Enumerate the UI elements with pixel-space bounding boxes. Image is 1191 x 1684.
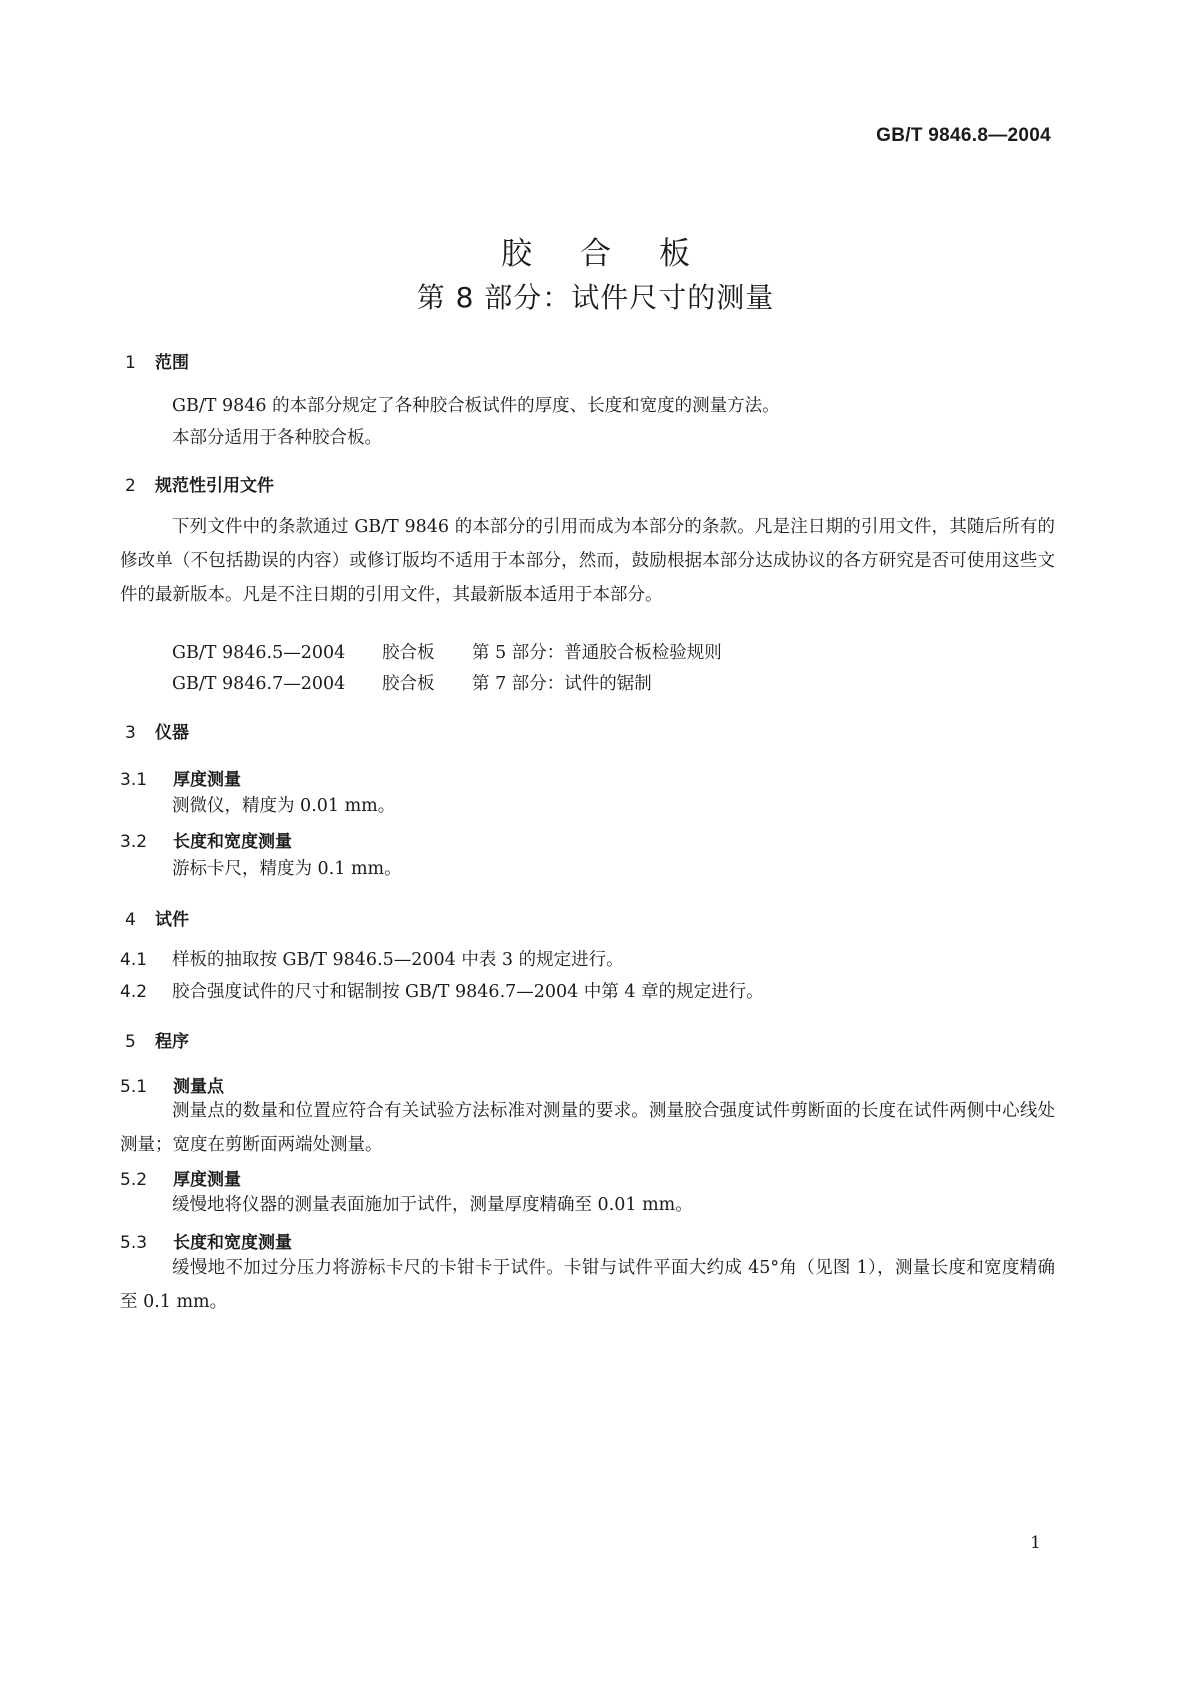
section-number: 4 <box>125 910 136 930</box>
reference-code: GB/T 9846.7—2004 <box>172 674 346 694</box>
reference-part: 第 7 部分：试件的锯制 <box>472 674 652 694</box>
section-1-paragraph-1: GB/T 9846 的本部分规定了各种胶合板试件的厚度、长度和宽度的测量方法。 <box>172 396 780 416</box>
reference-code: GB/T 9846.5—2004 <box>172 643 346 663</box>
subsection-number: 3.1 <box>120 770 148 790</box>
item-number: 4.1 <box>120 950 148 970</box>
reference-item <box>172 636 722 670</box>
subsection-title: 测量点 <box>173 1077 224 1097</box>
page-number: 1 <box>1030 1533 1041 1553</box>
section-title: 程序 <box>155 1032 189 1052</box>
section-4-heading <box>125 905 189 930</box>
section-3-1-heading <box>120 765 241 790</box>
item-text: 样板的抽取按 GB/T 9846.5—2004 中表 3 的规定进行。 <box>172 950 624 970</box>
reference-item <box>172 667 652 701</box>
section-number: 3 <box>125 723 136 743</box>
section-title: 试件 <box>155 910 189 930</box>
subsection-title: 厚度测量 <box>173 770 241 790</box>
section-title: 仪器 <box>155 723 189 743</box>
section-1-paragraph-2: 本部分适用于各种胶合板。 <box>172 428 382 448</box>
section-3-2-text: 游标卡尺，精度为 0.1 mm。 <box>172 859 402 879</box>
section-5-3-text: 缓慢地不加过分压力将游标卡尺的卡钳卡于试件。卡钳与试件平面大约成 45°角（见图 1），测量长度和宽度精确至 0.1 mm。 <box>120 1258 1055 1312</box>
reference-name: 胶合板 <box>382 643 435 663</box>
section-1-heading <box>125 348 189 373</box>
document-subtitle: 第 8 部分：试件尺寸的测量 <box>416 281 775 314</box>
subsection-number: 5.3 <box>120 1233 148 1253</box>
subsection-number: 3.2 <box>120 832 148 852</box>
standard-number: GB/T 9846.8—2004 <box>876 125 1051 146</box>
subsection-title: 长度和宽度测量 <box>173 832 292 852</box>
section-2-heading <box>125 471 274 496</box>
section-title: 范围 <box>155 353 189 373</box>
item-text: 胶合强度试件的尺寸和锯制按 GB/T 9846.7—2004 中第 4 章的规定进行。 <box>172 982 764 1002</box>
reference-part: 第 5 部分：普通胶合板检验规则 <box>472 643 722 663</box>
section-5-3-heading <box>120 1228 292 1253</box>
section-3-1-text: 测微仪，精度为 0.01 mm。 <box>172 796 396 816</box>
section-4-item-1 <box>120 943 624 977</box>
document-title: 胶合板 <box>501 236 738 272</box>
section-3-heading <box>125 718 189 743</box>
section-3-2-heading <box>120 827 292 852</box>
section-5-2-heading <box>120 1165 241 1190</box>
section-5-1-text: 测量点的数量和位置应符合有关试验方法标准对测量的要求。测量胶合强度试件剪断面的长度在试件两侧中心线处测量；宽度在剪断面两端处测量。 <box>120 1101 1055 1155</box>
reference-name: 胶合板 <box>382 674 435 694</box>
subsection-number: 5.1 <box>120 1077 148 1097</box>
subsection-number: 5.2 <box>120 1170 148 1190</box>
section-number: 1 <box>125 353 136 373</box>
section-2-paragraph: 下列文件中的条款通过 GB/T 9846 的本部分的引用而成为本部分的条款。凡是注日期的引用文件，其随后所有的修改单（不包括勘误的内容）或修订版均不适用于本部分，然而，鼓励根据本部分达成协议的各方研究是否可使用这些文件的最新版本。凡是不注日期的引用文件，其最新版本适用于本部分。 <box>120 517 1055 605</box>
section-number: 2 <box>125 476 136 496</box>
subsection-title: 长度和宽度测量 <box>173 1233 292 1253</box>
section-title: 规范性引用文件 <box>155 476 274 496</box>
item-number: 4.2 <box>120 982 148 1002</box>
section-5-heading <box>125 1027 189 1052</box>
subsection-title: 厚度测量 <box>173 1170 241 1190</box>
section-5-2-text: 缓慢地将仪器的测量表面施加于试件，测量厚度精确至 0.01 mm。 <box>172 1195 693 1215</box>
section-number: 5 <box>125 1032 136 1052</box>
section-4-item-2 <box>120 975 764 1009</box>
